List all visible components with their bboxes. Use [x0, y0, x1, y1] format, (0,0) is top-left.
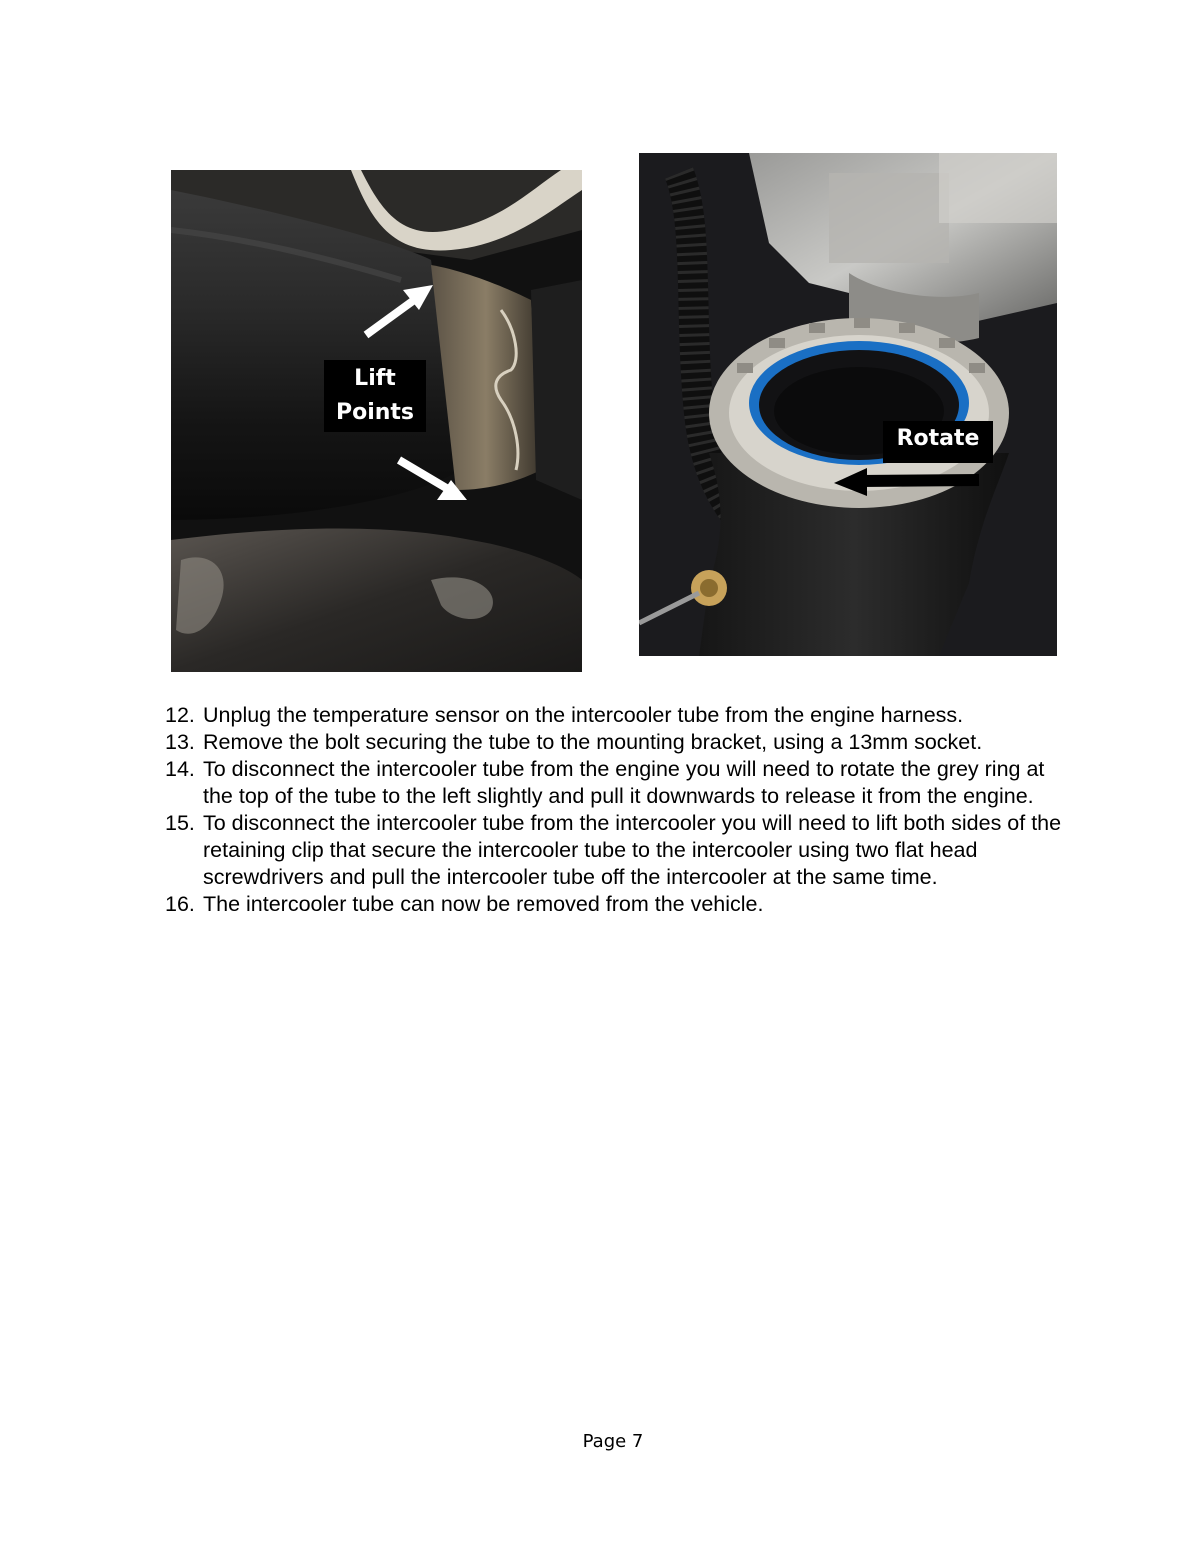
step-text: To disconnect the intercooler tube from the intercooler you will need to lift both sides of the retaining clip that secure the intercooler tube to the intercooler using two flat head screwdrivers and pull the intercooler tube off the intercooler at the same time. — [203, 811, 1062, 889]
step-item — [165, 756, 1075, 810]
step-item — [165, 729, 1075, 756]
step-number: 12. — [165, 703, 195, 727]
lift-points-label — [324, 360, 426, 432]
step-number: 14. — [165, 757, 195, 781]
photo-intercooler-clip — [171, 170, 582, 672]
step-number: 15. — [165, 811, 195, 835]
step-text: Unplug the temperature sensor on the intercooler tube from the engine harness. — [203, 703, 964, 727]
page-number: Page 7 — [582, 1431, 644, 1452]
step-item — [165, 810, 1075, 891]
lift-points-label-line1: Lift — [354, 366, 396, 391]
step-item — [165, 702, 1075, 729]
step-text: The intercooler tube can now be removed from the vehicle. — [203, 892, 764, 916]
step-text: Remove the bolt securing the tube to the mounting bracket, using a 13mm socket. — [203, 730, 983, 754]
step-item — [165, 891, 1075, 918]
instruction-steps — [165, 702, 1075, 918]
rotate-label: Rotate — [883, 421, 993, 463]
photo-grey-ring-image — [639, 153, 1057, 656]
step-text: To disconnect the intercooler tube from the engine you will need to rotate the grey ring at the top of the tube to the left slightly and pull it downwards to release it from the engine. — [203, 757, 1045, 808]
step-number: 13. — [165, 730, 195, 754]
lift-points-label-line2: Points — [335, 400, 415, 425]
step-number: 16. — [165, 892, 195, 916]
photo-grey-ring — [639, 153, 1057, 656]
